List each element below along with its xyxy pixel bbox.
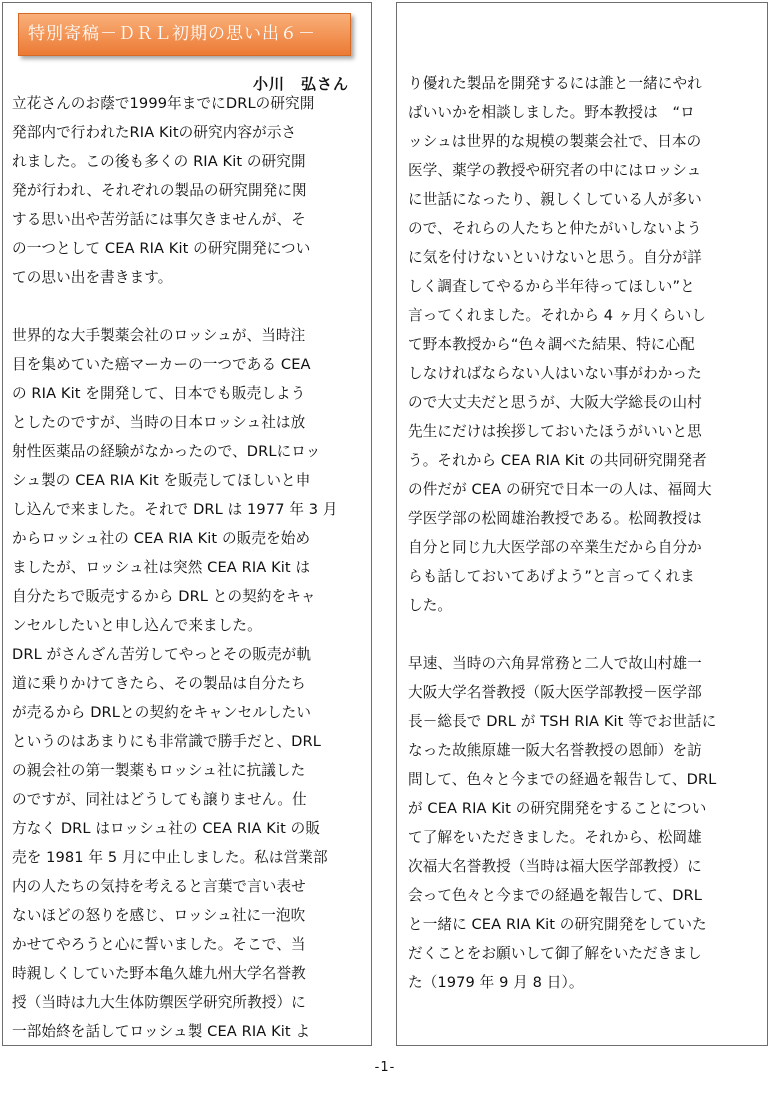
- text-line: ましたが、ロッシュ社は突然 CEA RIA Kit は: [12, 559, 311, 576]
- text-line: の RIA Kit を開発して、日本でも販売しよう: [12, 385, 306, 402]
- text-line: なった故熊原雄一阪大名誉教授の恩師）を訪: [408, 742, 702, 759]
- text-line: 売を 1981 年 5 月に中止しました。私は営業部: [12, 849, 328, 866]
- text-line: て野本教授から“色々調べた結果、特に心配: [408, 336, 695, 353]
- text-line: の件だが CEA の研究で日本一の人は、福岡大: [408, 481, 712, 498]
- text-line: 早速、当時の六角昇常務と二人で故山村雄一: [408, 655, 702, 672]
- text-line: 授（当時は九大生体防禦医学研究所教授）に: [12, 994, 306, 1011]
- text-line: れました。この後も多くの RIA Kit の研究開: [12, 153, 306, 170]
- text-line: 世界的な大手製薬会社のロッシュが、当時注: [12, 327, 306, 344]
- text-line: らも話しておいてあげよう”と言ってくれま: [408, 568, 695, 585]
- text-line: からロッシュ社の CEA RIA Kit の販売を始め: [12, 530, 311, 547]
- text-line: が CEA RIA Kit の研究開発をすることについ: [408, 800, 707, 817]
- text-line: り優れた製品を開発するには誰と一緒にやれ: [408, 75, 702, 92]
- text-line: 次福大名誉教授（当時は福大医学部教授）に: [408, 858, 702, 875]
- text-line: と一緒に CEA RIA Kit の研究開発をしていた: [408, 916, 707, 933]
- text-line: ての思い出を書きます。: [12, 269, 173, 286]
- text-line: 自分と同じ九大医学部の卒業生だから自分か: [408, 539, 702, 556]
- text-line: 先生にだけは挨拶しておいたほうがいいと思: [408, 423, 702, 440]
- text-line: 自分たちで販売するから DRL との契約をキャ: [12, 588, 316, 605]
- text-line: だくことをお願いして御了解をいただきまし: [408, 945, 702, 962]
- text-line: が売るから DRLとの契約をキャンセルしたい: [12, 704, 312, 721]
- text-line: シュ製の CEA RIA Kit を販売してほしいと申: [12, 472, 311, 489]
- text-line: 方なく DRL はロッシュ社の CEA RIA Kit の販: [12, 820, 321, 837]
- text-line: 大阪大学名誉教授（阪大医学部教授－医学部: [408, 684, 702, 701]
- text-line: 目を集めていた癌マーカーの一つである CEA: [12, 356, 311, 373]
- text-line: 射性医薬品の経験がなかったので、DRLにロッ: [12, 443, 321, 460]
- text-line: 道に乗りかけてきたら、その製品は自分たち: [12, 675, 306, 692]
- text-line: に世話になったり、親しくしている人が多い: [408, 191, 702, 208]
- text-line: しなければならない人はいない事がわかった: [408, 365, 702, 382]
- text-line: した。: [408, 597, 453, 614]
- text-line: の親会社の第一製薬もロッシュ社に抗議した: [12, 762, 306, 779]
- text-line: て了解をいただきました。それから、松岡雄: [408, 829, 702, 846]
- text-line: 発部内で行われたRIA Kitの研究内容が示さ: [12, 124, 297, 141]
- text-line: 一部始終を話してロッシュ製 CEA RIA Kit よ: [12, 1023, 311, 1040]
- left-body-text: [12, 89, 362, 1046]
- text-line: 時親しくしていた野本亀久雄九州大学名誉教: [12, 965, 306, 982]
- right-column: [396, 2, 768, 1046]
- left-column: [2, 2, 372, 1046]
- text-line: [12, 292, 362, 321]
- text-line: 言ってくれました。それから 4 ヶ月くらいし: [408, 307, 707, 324]
- text-line: に気を付けないといけないと思う。自分が詳: [408, 249, 702, 266]
- text-line: の一つとして CEA RIA Kit の研究開発につい: [12, 240, 311, 257]
- text-line: しく調査してやるから半年待ってほしい”と: [408, 278, 695, 295]
- text-line: た（1979 年 9 月 8 日）。: [408, 974, 584, 991]
- text-line: する思い出や苦労話には事欠きませんが、そ: [12, 211, 306, 228]
- author-name: 小川 弘さん: [253, 75, 350, 93]
- text-line: DRL がさんざん苦労してやっとその販売が軌: [12, 646, 312, 663]
- text-line: ッシュは世界的な規模の製薬会社で、日本の: [408, 133, 702, 150]
- text-line: し込んで来ました。それで DRL は 1977 年 3 月: [12, 501, 338, 518]
- text-line: というのはあまりにも非常識で勝手だと、DRL: [12, 733, 321, 750]
- text-line: 会って色々と今までの経過を報告して、DRL: [408, 887, 703, 904]
- text-line: [408, 620, 758, 649]
- text-line: ので大丈夫だと思うが、大阪大学総長の山村: [408, 394, 702, 411]
- text-line: 学医学部の松岡雄治教授である。松岡教授は: [408, 510, 702, 527]
- text-line: ばいいかを相談しました。野本教授は “ロ: [408, 104, 695, 121]
- text-line: 長－総長で DRL が TSH RIA Kit 等でお世話に: [408, 713, 717, 730]
- text-line: としたのですが、当時の日本ロッシュ社は放: [12, 414, 306, 431]
- right-body-text: [408, 69, 758, 997]
- text-line: ので、それらの人たちと仲たがいしないよう: [408, 220, 702, 237]
- text-line: 問して、色々と今までの経過を報告して、DRL: [408, 771, 717, 788]
- text-line: 立花さんのお蔭で1999年までにDRLの研究開: [12, 95, 315, 112]
- text-line: う。それから CEA RIA Kit の共同研究開発者: [408, 452, 707, 469]
- text-line: のですが、同社はどうしても譲りません。仕: [12, 791, 307, 808]
- article-title-banner: 特別寄稿－ＤＲＬ初期の思い出６－: [18, 13, 351, 56]
- text-line: 医学、薬学の教授や研究者の中にはロッシュ: [408, 162, 702, 179]
- text-line: 内の人たちの気持を考えると言葉で言い表せ: [12, 878, 306, 895]
- text-line: 発が行われ、それぞれの製品の研究開発に関: [12, 182, 307, 199]
- text-line: ないほどの怒りを感じ、ロッシュ社に一泡吹: [12, 907, 306, 924]
- text-line: ンセルしたいと申し込んで来ました。: [12, 617, 262, 634]
- text-line: かせてやろうと心に誓いました。そこで、当: [12, 936, 306, 953]
- page-number: -1-: [374, 1060, 396, 1075]
